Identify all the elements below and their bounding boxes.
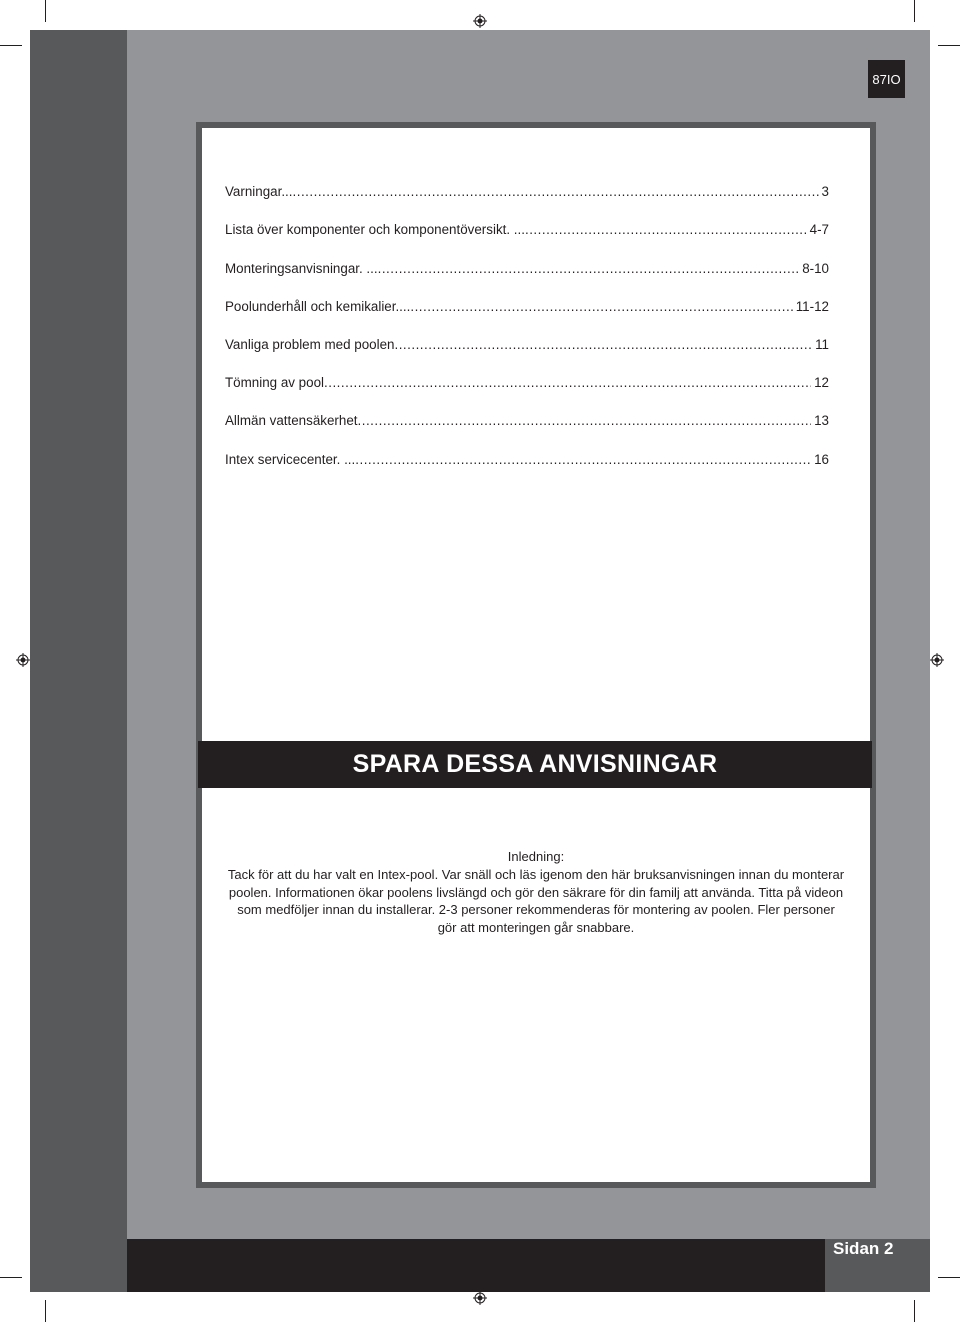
toc-entry-problems[interactable]	[225, 337, 829, 355]
toc-entry-maintenance[interactable]	[225, 299, 829, 317]
product-code-badge: 87IO	[868, 60, 905, 98]
crosshair-target-icon	[16, 653, 30, 667]
toc-entry-page: 3	[821, 184, 829, 199]
footer-bar	[127, 1239, 825, 1292]
toc-entry-page: 13	[814, 413, 829, 428]
toc-entry-page: 16	[814, 452, 829, 467]
toc-entry-page: 11	[815, 337, 829, 352]
intro-line: poolen. Informationen ökar poolens livslängd och gör den säkrare för din familj att använda. Titta på videon	[228, 884, 844, 900]
toc-entry-title: Poolunderhåll och kemikalier....	[225, 299, 411, 314]
toc-entry-title: Varningar...	[225, 184, 293, 199]
toc-leader-dots	[324, 375, 811, 390]
save-instructions-banner: SPARA DESSA ANVISNINGAR	[198, 741, 872, 788]
content-panel	[202, 128, 870, 1182]
crop-mark	[0, 1277, 22, 1278]
page-number-box	[825, 1239, 930, 1292]
toc-leader-dots	[293, 184, 819, 199]
toc-entry-page: 8-10	[802, 261, 829, 276]
toc-entry-draining[interactable]	[225, 375, 829, 393]
crop-mark	[938, 45, 960, 46]
toc-entry-title: Lista över komponenter och komponentöversikt. ...	[225, 222, 525, 237]
crop-mark	[45, 1300, 46, 1322]
toc-leader-dots	[355, 452, 811, 467]
intro-line: gör att monteringen går snabbare.	[437, 919, 635, 935]
crop-mark	[938, 1277, 960, 1278]
intro-paragraph	[222, 866, 850, 936]
toc-entry-page: 4-7	[809, 222, 829, 237]
intro-heading: Inledning:	[507, 849, 565, 864]
toc-entry-components[interactable]	[225, 222, 829, 240]
toc-leader-dots	[525, 222, 807, 237]
left-margin-strip	[30, 30, 127, 1292]
toc-leader-dots	[358, 413, 812, 428]
crop-mark	[0, 45, 22, 46]
toc-entry-water-safety[interactable]	[225, 413, 829, 431]
toc-entry-title: Tömning av pool	[225, 375, 324, 390]
crop-mark	[45, 0, 46, 22]
page-number-label: Sidan 2	[833, 1239, 894, 1258]
toc-leader-dots	[394, 337, 812, 352]
toc-leader-dots	[378, 261, 800, 276]
crop-mark	[914, 0, 915, 22]
toc-entry-title: Allmän vattensäkerhet	[225, 413, 358, 428]
crosshair-target-icon	[930, 653, 944, 667]
intro-line: Tack för att du har valt en Intex-pool. Var snäll och läs igenom den här bruksanvisningen innan du monterar	[227, 867, 845, 882]
toc-entry-page: 12	[814, 375, 829, 390]
toc-entry-page: 11-12	[795, 299, 829, 314]
toc-entry-title: Vanliga problem med poolen	[225, 337, 395, 352]
crop-mark	[914, 1300, 915, 1322]
toc-entry-title: Monteringsanvisningar. ...	[225, 261, 378, 276]
intro-line: som medföljer innan du installerar. 2-3 personer rekommenderas för montering av poolen. Fler personer	[237, 902, 835, 917]
toc-entry-title: Intex servicecenter. ...	[225, 452, 356, 467]
crosshair-target-icon	[473, 14, 487, 28]
toc-entry-assembly[interactable]	[225, 261, 829, 279]
toc-entry-warnings[interactable]	[225, 184, 829, 202]
crosshair-target-icon	[473, 1291, 487, 1305]
toc-leader-dots	[410, 299, 792, 314]
toc-entry-service-center[interactable]	[225, 452, 829, 470]
